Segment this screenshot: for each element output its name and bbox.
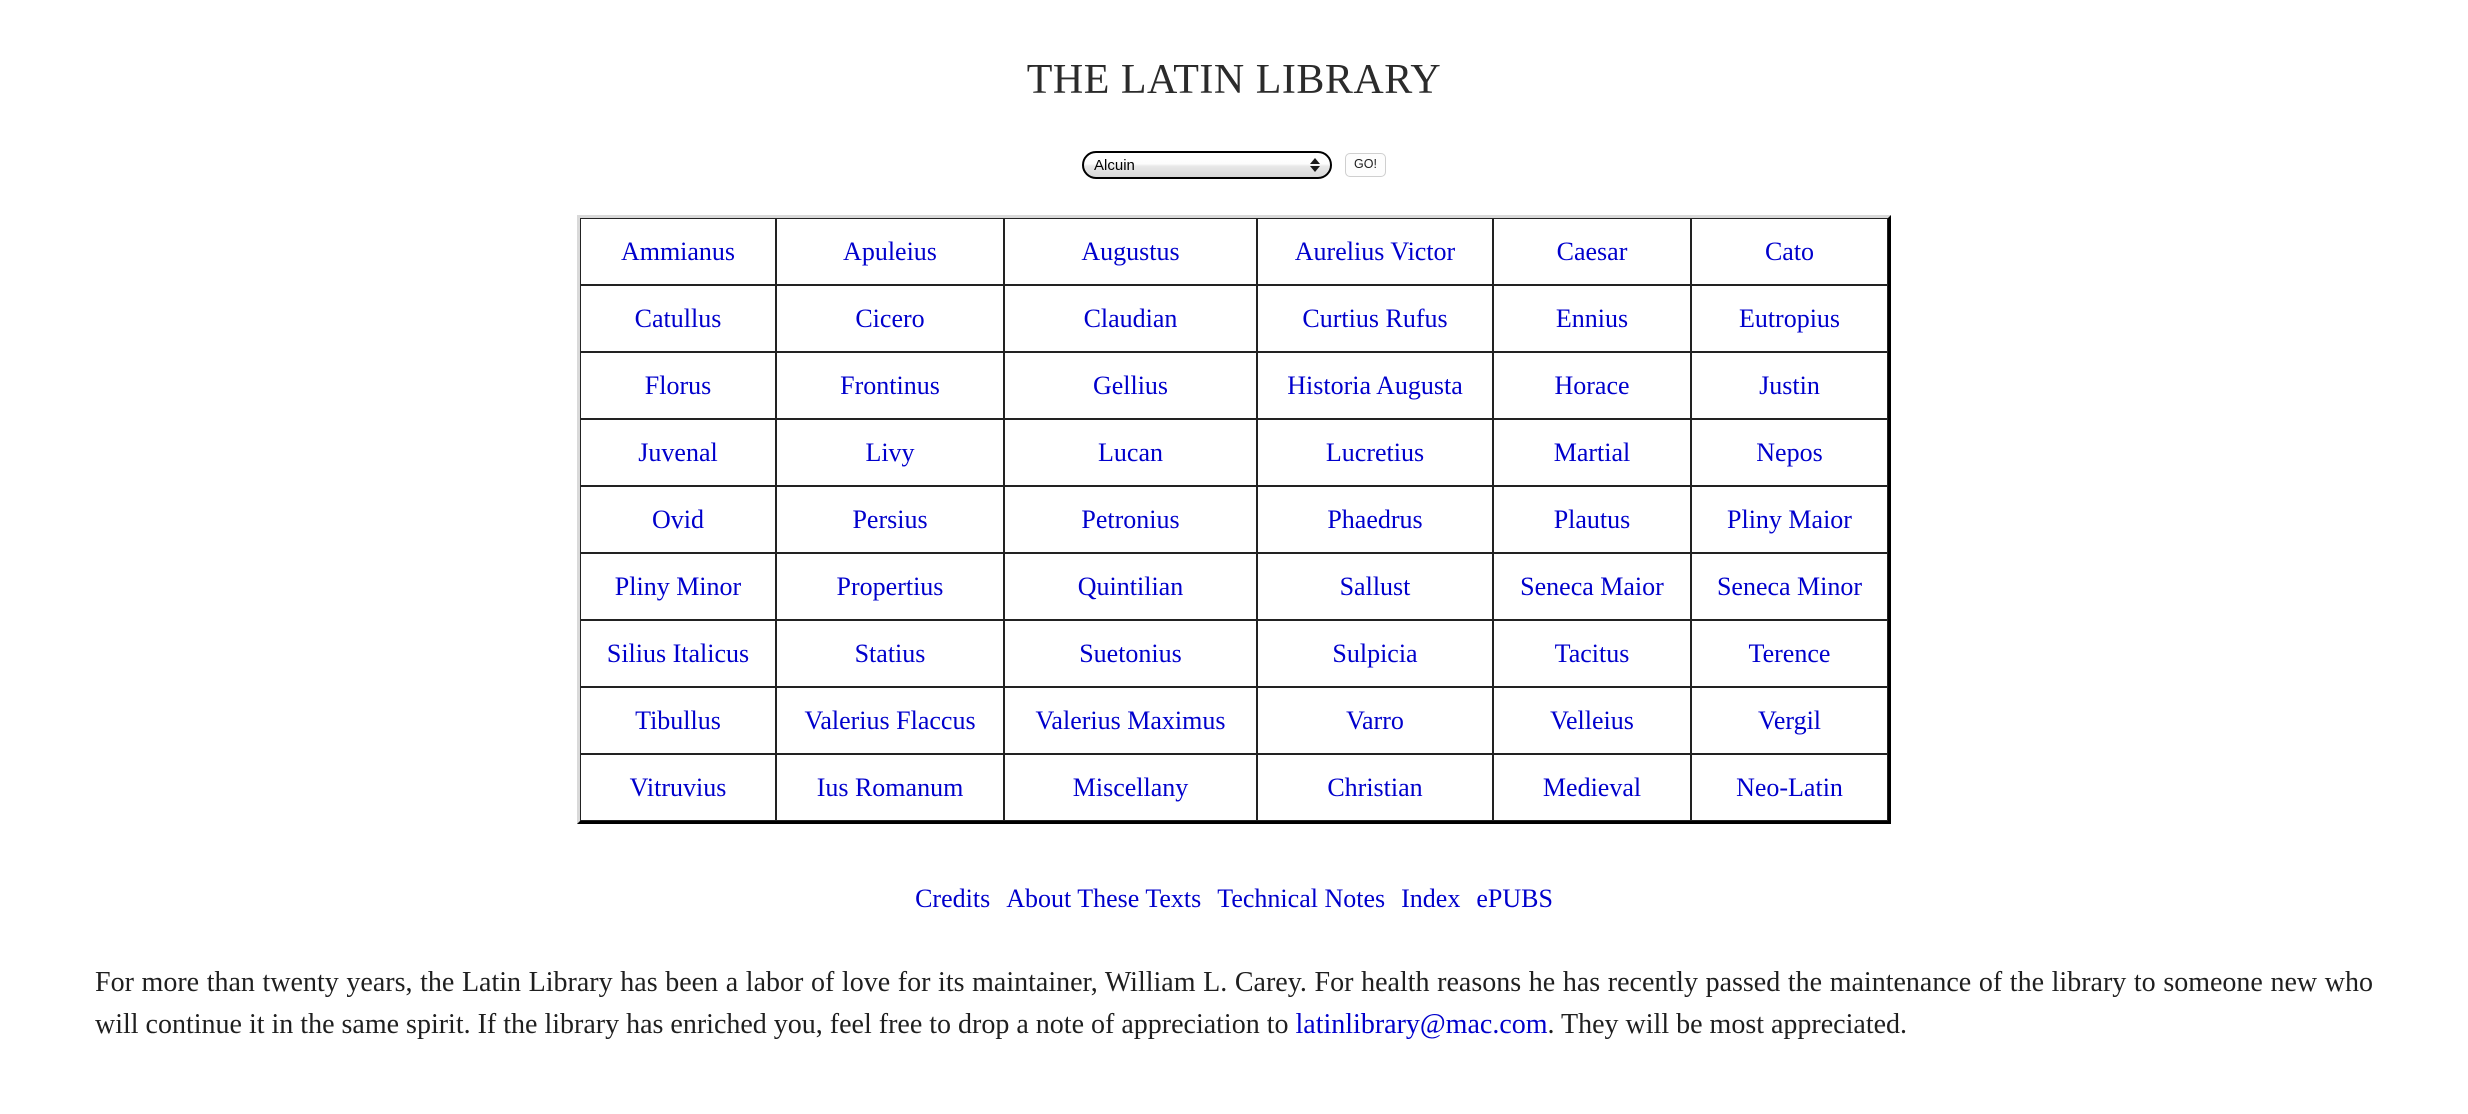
- page-title: THE LATIN LIBRARY: [1026, 57, 1442, 103]
- footer-link[interactable]: Index: [1401, 884, 1461, 914]
- author-link[interactable]: Vitruvius: [629, 772, 727, 802]
- author-select-wrapper[interactable]: [1082, 151, 1332, 179]
- table-cell: [1691, 687, 1888, 754]
- authors-table-wrap: [0, 215, 2468, 824]
- email-link[interactable]: latinlibrary@mac.com: [1295, 1008, 1548, 1040]
- author-link[interactable]: Valerius Flaccus: [804, 705, 976, 735]
- author-link[interactable]: Lucan: [1098, 437, 1163, 467]
- footer-link[interactable]: ePUBS: [1476, 884, 1553, 914]
- author-link[interactable]: Medieval: [1542, 772, 1642, 802]
- table-cell: [1004, 553, 1257, 620]
- table-cell: [1493, 486, 1691, 553]
- author-link[interactable]: Catullus: [634, 303, 722, 333]
- table-cell: [1004, 218, 1257, 285]
- author-link[interactable]: Tacitus: [1554, 638, 1630, 668]
- table-cell: [1691, 218, 1888, 285]
- author-link[interactable]: Caesar: [1556, 236, 1628, 266]
- table-row: [580, 352, 1888, 419]
- author-link[interactable]: Suetonius: [1079, 638, 1182, 668]
- author-link[interactable]: Sallust: [1339, 571, 1411, 601]
- table-row: [580, 218, 1888, 285]
- table-cell: [1257, 687, 1493, 754]
- table-cell: [580, 486, 776, 553]
- author-link[interactable]: Frontinus: [840, 370, 940, 400]
- intro-paragraph: [95, 962, 2373, 1045]
- table-cell: [1691, 285, 1888, 352]
- table-cell: [1691, 352, 1888, 419]
- author-link[interactable]: Velleius: [1550, 705, 1634, 735]
- table-row: [580, 553, 1888, 620]
- author-link[interactable]: Cato: [1764, 236, 1815, 266]
- intro-text-part2: . They will be most appreciated.: [1547, 1008, 1908, 1040]
- author-link[interactable]: Ennius: [1555, 303, 1629, 333]
- author-link[interactable]: Lucretius: [1325, 437, 1425, 467]
- table-row: [580, 687, 1888, 754]
- table-cell: [776, 352, 1004, 419]
- table-cell: [1257, 553, 1493, 620]
- table-cell: [1004, 419, 1257, 486]
- table-cell: [1691, 620, 1888, 687]
- author-link[interactable]: Quintilian: [1077, 571, 1184, 601]
- table-cell: [1004, 687, 1257, 754]
- author-link[interactable]: Juvenal: [638, 437, 718, 467]
- author-link[interactable]: Nepos: [1756, 437, 1823, 467]
- footer-link[interactable]: Technical Notes: [1217, 884, 1386, 914]
- table-cell: [1004, 754, 1257, 821]
- author-link[interactable]: Ammianus: [620, 236, 736, 266]
- table-row: [580, 620, 1888, 687]
- table-cell: [580, 620, 776, 687]
- table-cell: [1004, 620, 1257, 687]
- footer-link[interactable]: About These Texts: [1006, 884, 1202, 914]
- author-link[interactable]: Ovid: [652, 504, 704, 534]
- author-link[interactable]: Apuleius: [843, 236, 937, 266]
- table-cell: [1493, 754, 1691, 821]
- author-link[interactable]: Livy: [865, 437, 915, 467]
- table-cell: [1004, 486, 1257, 553]
- author-link[interactable]: Silius Italicus: [606, 638, 750, 668]
- author-select[interactable]: [1082, 151, 1332, 179]
- author-link[interactable]: Justin: [1759, 370, 1820, 400]
- table-cell: [776, 285, 1004, 352]
- author-link[interactable]: Terence: [1748, 638, 1831, 668]
- author-link[interactable]: Tibullus: [635, 705, 721, 735]
- author-link[interactable]: Valerius Maximus: [1035, 705, 1226, 735]
- table-cell: [1691, 754, 1888, 821]
- author-link[interactable]: Christian: [1327, 772, 1423, 802]
- table-cell: [1691, 419, 1888, 486]
- table-cell: [776, 553, 1004, 620]
- author-link[interactable]: Plautus: [1553, 504, 1631, 534]
- table-cell: [1691, 553, 1888, 620]
- table-cell: [1257, 285, 1493, 352]
- table-cell: [1257, 486, 1493, 553]
- table-cell: [1257, 419, 1493, 486]
- author-link[interactable]: Cicero: [855, 303, 925, 333]
- table-cell: [1493, 620, 1691, 687]
- author-link[interactable]: Vergil: [1757, 705, 1822, 735]
- table-cell: [1257, 218, 1493, 285]
- table-cell: [580, 419, 776, 486]
- table-cell: [1493, 687, 1691, 754]
- table-cell: [580, 352, 776, 419]
- table-cell: [776, 218, 1004, 285]
- table-cell: [776, 620, 1004, 687]
- author-selector-form: [0, 151, 2468, 179]
- table-cell: [1493, 352, 1691, 419]
- table-cell: [1493, 218, 1691, 285]
- author-link[interactable]: Aurelius Victor: [1294, 236, 1456, 266]
- table-cell: [776, 754, 1004, 821]
- footer-nav: [0, 884, 2468, 914]
- author-link[interactable]: Neo-Latin: [1736, 772, 1843, 802]
- table-cell: [580, 754, 776, 821]
- table-cell: [1691, 486, 1888, 553]
- author-link[interactable]: Curtius Rufus: [1302, 303, 1448, 333]
- table-cell: [1257, 620, 1493, 687]
- author-link[interactable]: Claudian: [1083, 303, 1178, 333]
- authors-table-body: [580, 218, 1888, 821]
- table-row: [580, 285, 1888, 352]
- table-cell: [776, 486, 1004, 553]
- table-cell: [580, 687, 776, 754]
- author-link[interactable]: Statius: [854, 638, 926, 668]
- author-link[interactable]: Florus: [644, 370, 712, 400]
- author-link[interactable]: Miscellany: [1072, 772, 1189, 802]
- author-link[interactable]: Martial: [1553, 437, 1631, 467]
- table-cell: [580, 285, 776, 352]
- go-button[interactable]: GO!: [1345, 153, 1386, 177]
- intro-text-part1: For more than twenty years, the Latin Library has been a labor of love for its maintainer, William L. Carey. For health reasons he has recently passed the maintenance of the library to someone new who will continue it in the same spirit. If the library has enriched you, feel free to drop a note of appreciation to: [95, 967, 2373, 1040]
- table-cell: [776, 419, 1004, 486]
- author-link[interactable]: Gellius: [1092, 370, 1169, 400]
- table-cell: [1004, 352, 1257, 419]
- table-row: [580, 419, 1888, 486]
- author-link[interactable]: Varro: [1346, 705, 1404, 735]
- table-cell: [580, 553, 776, 620]
- author-link[interactable]: Ius Romanum: [816, 772, 964, 802]
- table-cell: [1257, 352, 1493, 419]
- author-link[interactable]: Pliny Maior: [1727, 504, 1852, 534]
- table-cell: [1493, 553, 1691, 620]
- author-link[interactable]: Seneca Minor: [1716, 571, 1863, 601]
- table-row: [580, 754, 1888, 821]
- author-link[interactable]: Pliny Minor: [614, 571, 742, 601]
- table-row: [580, 486, 1888, 553]
- author-link[interactable]: Eutropius: [1738, 303, 1841, 333]
- table-cell: [1493, 419, 1691, 486]
- table-cell: [776, 687, 1004, 754]
- author-link[interactable]: Sulpicia: [1332, 638, 1418, 668]
- table-cell: [1257, 754, 1493, 821]
- author-link[interactable]: Persius: [852, 504, 928, 534]
- footer-link[interactable]: Credits: [915, 884, 991, 914]
- author-link[interactable]: Propertius: [836, 571, 944, 601]
- author-link[interactable]: Horace: [1554, 370, 1630, 400]
- table-cell: [1493, 285, 1691, 352]
- table-cell: [1004, 285, 1257, 352]
- author-link[interactable]: Historia Augusta: [1287, 370, 1463, 400]
- authors-table: [577, 215, 1891, 824]
- table-cell: [580, 218, 776, 285]
- author-link[interactable]: Seneca Maior: [1520, 571, 1664, 601]
- author-link[interactable]: Augustus: [1081, 236, 1180, 266]
- author-link[interactable]: Petronius: [1081, 504, 1180, 534]
- author-link[interactable]: Phaedrus: [1327, 504, 1423, 534]
